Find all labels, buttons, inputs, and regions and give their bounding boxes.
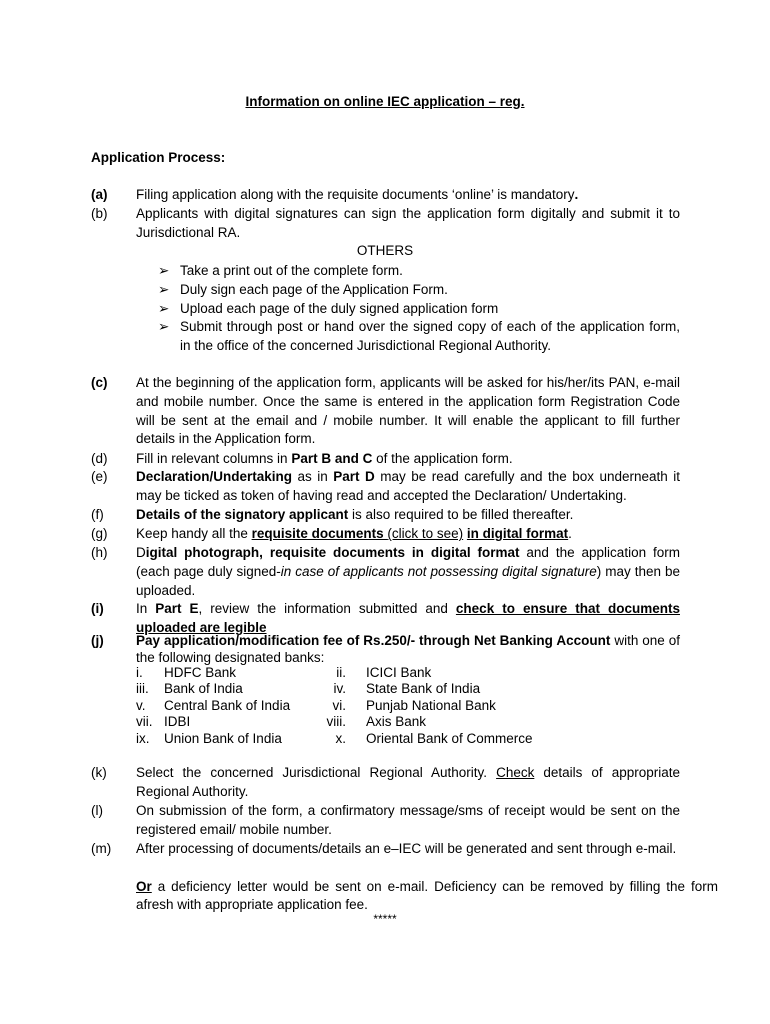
item-label: (b): [91, 206, 108, 221]
bank-row: vii. IDBI viii. Axis Bank: [136, 714, 427, 730]
arrow-bullet-icon: ➢: [158, 281, 170, 297]
item-label: (a): [91, 187, 108, 202]
item-text: After processing of documents/details an e–IEC will be generated and sent through e-mail.: [136, 841, 677, 856]
item-label: (h): [91, 545, 108, 560]
bank-row: ix. Union Bank of India x. Oriental Bank of Commerce: [136, 730, 533, 746]
bullet-item: ➢ Submit through post or hand over the signed copy of each of the application form, in the office of the concerned Jurisdictional Regional Authority.: [158, 319, 680, 354]
bank-row: i. HDFC Bank ii. ICICI Bank: [136, 665, 432, 680]
bullet-item: ➢ Take a print out of the complete form.: [158, 262, 680, 281]
end-marker: *****: [373, 912, 397, 926]
item-label: (l): [91, 803, 103, 818]
item-label: (d): [91, 451, 108, 466]
requisite-documents-link[interactable]: requisite documents: [251, 526, 388, 541]
designated-banks-list: [136, 665, 556, 747]
section-heading: Application Process:: [91, 150, 226, 165]
item-label: (j): [91, 633, 104, 648]
item-label: (c): [91, 375, 108, 390]
document-page: Information on online IEC application – reg. Application Process: (a) Filing application along with the requisite documents ‘online’ is mandatory. (b) Applicants with digital signatures can sign the application form digitally and submit it to Jurisdictional RA. OTHERS ➢ Take a print out of the complete form. ➢ Duly sign each page of the Application Form. ➢ Upload each page of the duly signed application form ➢ Submit through post or hand over the signed copy of each of the application form, in the office of the concerned Jurisdictional Regional Authority. (c) At the beginning of the application form, applicants will be asked for his/her/its PAN, e-mail and mobile number. Once the same is entered in the application form Registration Code will be sent at the email and / mobile number. It will enable the applicant to fill further details in the Application form. (d) Fill in relevant columns in Part B and C of the application form. (e) Declaration/Undertaking as in Part D may be read carefully and the box underneath it may be ticked as token of having read and accepted the Declaration/ Undertaking. (f) Details of the signatory applicant is also required to be filled thereafter. (g) Keep handy all the requisite documents (click to see) in digital format. (h) Digital photograph, requisite documents in digital format and the application form (each page duly signed-in case of applicants not possessing digital signature) may then be uploaded. (i) In Part E, review the information submitted and check to ensure that documents uploaded are legible (j) Pay application/modification fee of Rs.250/- through Net Banking Account with one of the following designated banks: i. HDFC Bank ii. ICICI Bank iii. Bank of India iv. State Bank of India v. Central Bank of India vi. Punjab National Bank vii. IDBI viii. Axis Bank ix. Union Bank of India x. Oriental Bank of Commerce (k) Select the concerned Jurisdictional Regional Authority. Check details of appropriate Regional Authority. (l) On submission of the form, a confirmatory message/sms of receipt would be sent on the registered email/ mobile number. (m) After processing of documents/details an e–IEC will be generated and sent through e-mail. Or a deficiency letter would be sent on e-mail. Deficiency can be removed by filling the form afresh with appropriate application fee. *****: [0, 0, 770, 1024]
bank-row: iii. Bank of India iv. State Bank of India: [136, 681, 481, 697]
arrow-bullet-icon: ➢: [158, 300, 170, 316]
item-label: (f): [91, 507, 104, 522]
bank-row: v. Central Bank of India vi. Punjab National Bank: [136, 697, 496, 713]
item-text: At the beginning of the application form, applicants will be asked for his/her/its PAN, e-mail and mobile number. Once the same is entered in the application form Registration Code will be sent at the email and / mobile number. It will enable the applicant to fill further details in the Application form.: [136, 375, 680, 447]
bullet-item: ➢ Upload each page of the duly signed application form: [158, 300, 680, 319]
item-text: On submission of the form, a confirmatory message/sms of receipt would be sent on the registered email/ mobile number.: [136, 803, 680, 837]
item-text: Applicants with digital signatures can sign the application form digitally and submit it to Jurisdictional RA.: [136, 206, 680, 240]
document-title: Information on online IEC application – reg.: [245, 94, 525, 109]
click-to-see-link[interactable]: (click to see): [387, 526, 464, 541]
item-label: (m): [91, 841, 112, 856]
others-bullet-list: [158, 262, 680, 356]
item-label: (k): [91, 765, 107, 780]
item-label: (i): [91, 601, 104, 616]
bullet-item: ➢ Duly sign each page of the Application Form.: [158, 281, 680, 300]
item-label: (e): [91, 469, 108, 484]
item-text: Filing application along with the requisite documents ‘online’ is mandatory: [136, 187, 575, 202]
check-link[interactable]: Check: [496, 765, 535, 780]
item-period: .: [574, 187, 579, 202]
item-label: (g): [91, 526, 108, 541]
others-heading: OTHERS: [356, 243, 414, 258]
arrow-bullet-icon: ➢: [158, 319, 170, 335]
arrow-bullet-icon: ➢: [158, 263, 170, 278]
